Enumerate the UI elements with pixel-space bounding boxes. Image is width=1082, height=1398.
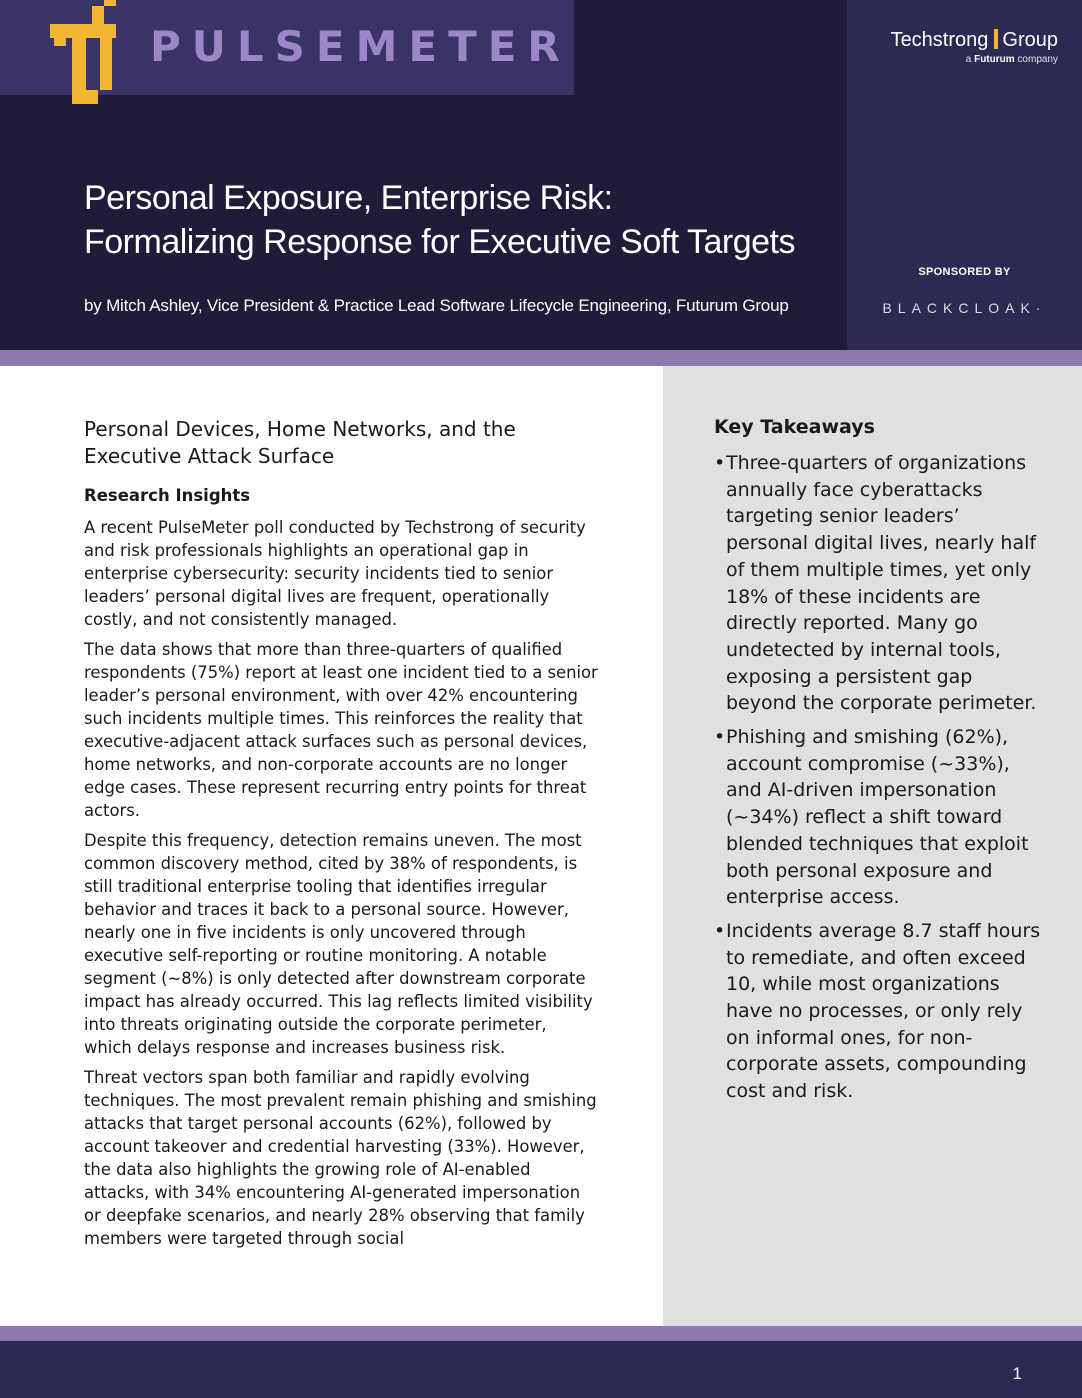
pulsemeter-logo-icon	[50, 0, 116, 104]
title-line-2: Formalizing Response for Executive Soft Targets	[84, 223, 795, 261]
brand-name: PULSEMETER	[150, 22, 571, 71]
list-item	[714, 724, 1042, 911]
page-footer	[0, 1341, 1082, 1398]
body-text	[84, 516, 599, 1257]
paragraph: Despite this frequency, detection remains uneven. The most common discovery method, cited by 38% of respondents, is still traditional enterprise tooling that identifies irregular behavior and traces it back to a personal source. However, nearly one in five incidents is only uncovered through executive self-reporting or routine monitoring. A notable segment (~8%) is only detected after downstream corporate impact has already occurred. This lag reflects limited visibility into threats originating outside the corporate perimeter, which delays response and increases business risk.	[84, 831, 593, 1057]
publisher-group: Group	[1002, 29, 1058, 51]
takeaway-text: Incidents average 8.7 staff hours to remediate, and often exceed 10, while most organizations have no processes, or only rely on informal ones, for non-corporate assets, compounding cost and risk.	[726, 919, 1041, 1103]
sponsored-label: SPONSORED BY	[918, 266, 1011, 278]
paragraph: Threat vectors span both familiar and rapidly evolving techniques. The most prevalent remain phishing and smishing attacks that target personal accounts (62%), followed by account takeover and credential harvesting (33%). However, the data also highlights the growing role of AI-enabled attacks, with 34% encountering AI-generated impersonation or deepfake scenarios, and nearly 28% observing that family members were targeted through social	[84, 1068, 597, 1248]
divider-bar-icon	[994, 29, 998, 49]
page-number: 1	[1012, 1364, 1022, 1383]
section-heading: Personal Devices, Home Networks, and the Executive Attack Surface	[84, 417, 516, 468]
takeaway-text: Three-quarters of organizations annually face cyberattacks targeting senior leaders’ personal digital lives, nearly half of them multiple times, yet only 18% of these incidents are directly reported. Many go undetected by internal tools, exposing a persistent gap beyond the corporate perimeter.	[726, 452, 1037, 715]
publisher-sub-suffix: company	[1017, 54, 1058, 65]
page-title	[84, 176, 824, 264]
publisher-sub-prefix: a	[965, 54, 972, 65]
key-takeaways-list	[714, 450, 1042, 1112]
footer-stripe	[0, 1326, 1082, 1341]
bullet-icon: •	[714, 919, 726, 942]
bullet-icon: •	[714, 452, 726, 474]
research-insights-heading: Research Insights	[84, 486, 251, 505]
paragraph: The data shows that more than three-quarters of qualified respondents (75%) report at least one incident tied to a senior leader’s personal environment, with over 42% encountering such incidents multiple times. This reinforces the reality that executive-adjacent attack surfaces such as personal devices, home networks, and non-corporate accounts are no longer edge cases. These represent recurring entry points for threat actors.	[84, 640, 598, 820]
sponsor-logo: BLACKCLOAK·	[882, 300, 1047, 316]
bullet-icon: •	[714, 726, 726, 749]
takeaway-text: Phishing and smishing (62%), account compromise (~33%), and AI-driven impersonation (~34%) reflect a shift toward blended techniques that exploit both personal exposure and enterprise access.	[726, 726, 1029, 909]
key-takeaways-heading: Key Takeaways	[714, 416, 875, 438]
paragraph: A recent PulseMeter poll conducted by Techstrong of security and risk professionals highlights an operational gap in enterprise cybersecurity: security incidents tied to senior leaders’ personal digital lives are frequent, operationally costly, and not consistently managed.	[84, 518, 586, 629]
title-line-1: Personal Exposure, Enterprise Risk:	[84, 179, 613, 217]
list-item	[714, 918, 1042, 1105]
list-item	[714, 450, 1042, 717]
publisher-sub-brand: Futurum	[974, 54, 1015, 65]
author-byline: by Mitch Ashley, Vice President & Practice Lead Software Lifecycle Engineering, Futurum Group	[84, 296, 789, 315]
publisher-logo	[873, 28, 1058, 67]
header-stripe	[0, 350, 1082, 366]
publisher-name: Techstrong	[890, 29, 989, 51]
